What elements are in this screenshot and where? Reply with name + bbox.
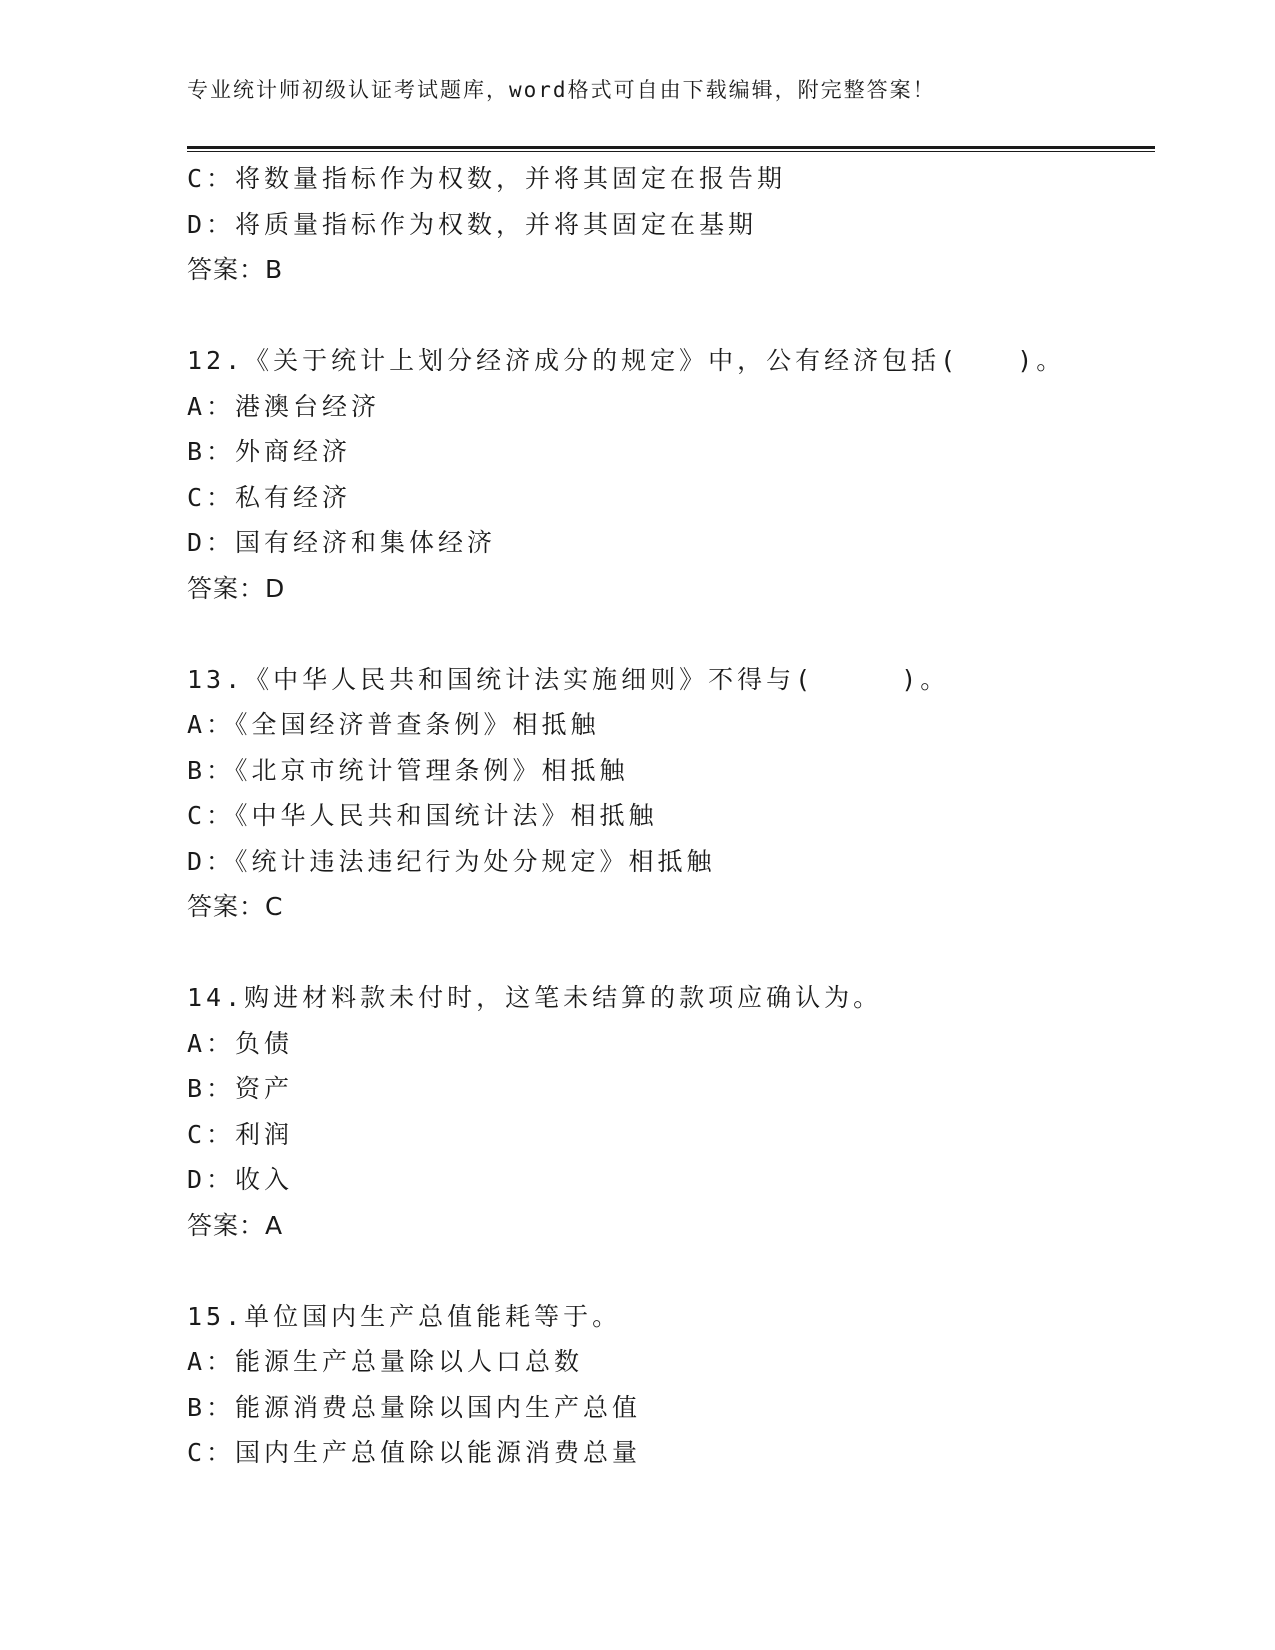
- option-d: D：国有经济和集体经济: [187, 528, 497, 557]
- spacer: [187, 611, 1155, 657]
- option-c: C：国内生产总值除以能源消费总量: [187, 1438, 642, 1467]
- option-a: A：《全国经济普查条例》相抵触: [187, 710, 600, 739]
- spacer: [187, 293, 1155, 339]
- question-stem: 14.购进材料款未付时，这笔未结算的款项应确认为。: [187, 983, 883, 1012]
- option-a: A：负债: [187, 1028, 294, 1058]
- option-c: C：私有经济: [187, 482, 352, 512]
- answer: 答案：D: [187, 573, 286, 603]
- question-continued: [187, 156, 1155, 293]
- option-b: B：资产: [187, 1074, 294, 1103]
- option-c: C：将数量指标作为权数，并将其固定在报告期: [187, 164, 787, 193]
- option-b: B：外商经济: [187, 437, 352, 466]
- header-divider-thick: [187, 146, 1155, 149]
- spacer: [187, 1248, 1155, 1294]
- question-stem: 15.单位国内生产总值能耗等于。: [187, 1301, 622, 1331]
- answer: 答案：C: [187, 892, 284, 921]
- option-b: B：能源消费总量除以国内生产总值: [187, 1392, 642, 1422]
- option-b: B：《北京市统计管理条例》相抵触: [187, 755, 629, 785]
- spacer: [187, 930, 1155, 976]
- page-header: 专业统计师初级认证考试题库，word格式可自由下载编辑，附完整答案！: [187, 78, 936, 102]
- question-14: [187, 975, 1155, 1248]
- option-c: C：《中华人民共和国统计法》相抵触: [187, 801, 658, 830]
- question-stem: 12.《关于统计上划分经济成分的规定》中，公有经济包括( )。: [187, 346, 1066, 375]
- option-c: C：利润: [187, 1119, 294, 1149]
- question-list: [187, 156, 1155, 1476]
- option-d: D：《统计违法违纪行为处分规定》相抵触: [187, 846, 716, 876]
- option-a: A：港澳台经济: [187, 391, 381, 421]
- answer: 答案：B: [187, 255, 284, 284]
- header-divider-thin: [187, 151, 1155, 152]
- answer: 答案：A: [187, 1210, 284, 1240]
- option-a: A：能源生产总量除以人口总数: [187, 1347, 584, 1376]
- question-13: [187, 657, 1155, 930]
- option-d: D：收入: [187, 1165, 294, 1194]
- question-12: [187, 338, 1155, 611]
- question-stem: 13.《中华人民共和国统计法实施细则》不得与( )。: [187, 664, 950, 694]
- question-15: [187, 1294, 1155, 1476]
- option-d: D：将质量指标作为权数，并将其固定在基期: [187, 209, 758, 239]
